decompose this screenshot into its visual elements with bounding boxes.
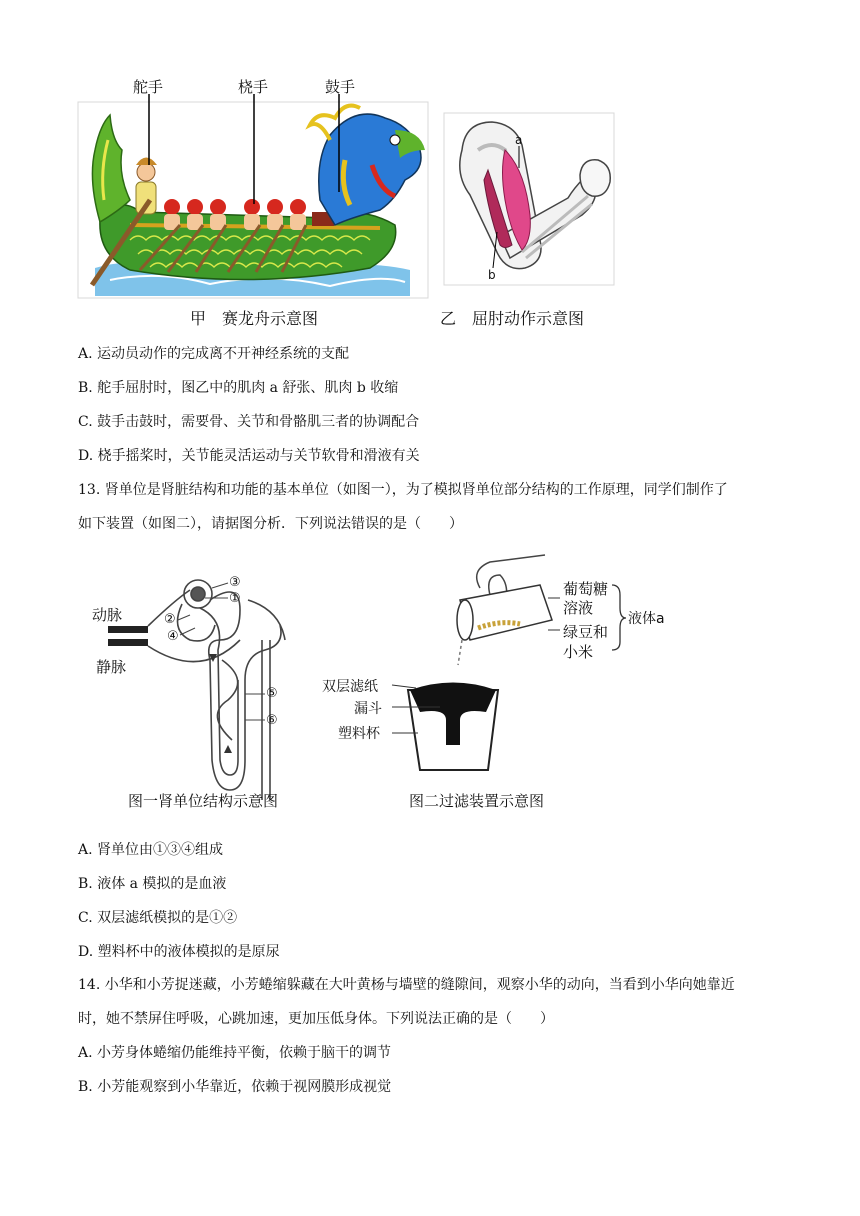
- q12-option-b: B. 舵手屈肘时，图乙中的肌肉 a 舒张、肌肉 b 收缩: [78, 380, 399, 396]
- q13-stem-line2: 如下装置（如图二），请据图分析．下列说法错误的是（ ）: [78, 516, 463, 532]
- funnel-label: 漏斗: [354, 701, 382, 717]
- liquid-a-label: 液体a: [628, 611, 665, 627]
- caption-jia: 甲 赛龙舟示意图: [190, 309, 319, 328]
- artery-label: 动脉: [92, 606, 123, 624]
- glucose-label-2: 溶液: [563, 599, 594, 617]
- nephron-label-2: ②: [164, 612, 176, 627]
- double-filter-paper-label: 双层滤纸: [322, 679, 378, 695]
- q14-option-b: B. 小芳能观察到小华靠近，依赖于视网膜形成视觉: [78, 1079, 392, 1095]
- plastic-cup-label: 塑料杯: [338, 726, 380, 742]
- nephron-label-1: ①: [229, 591, 241, 606]
- vein-label: 静脉: [96, 658, 127, 676]
- fig2-caption: 图二过滤装置示意图: [409, 792, 545, 810]
- q12-option-c: C. 鼓手击鼓时，需要骨、关节和骨骼肌三者的协调配合: [78, 414, 420, 430]
- drummer-label: 鼓手: [325, 78, 356, 96]
- nephron-label-4: ④: [167, 629, 179, 644]
- muscle-a-label: a: [515, 133, 523, 147]
- q13-option-a: A. 肾单位由①③④组成: [78, 842, 224, 858]
- muscle-b-label: b: [488, 268, 496, 282]
- q12-option-d: D. 桡手摇桨时，关节能灵活运动与关节软骨和滑液有关: [78, 448, 420, 464]
- bean-label-2: 小米: [563, 643, 594, 661]
- nephron-label-6: ⑥: [266, 713, 278, 728]
- q14-stem-line2: 时，她不禁屏住呼吸，心跳加速，更加压低身体。下列说法正确的是（ ）: [78, 1011, 554, 1027]
- rower-label: 桡手: [238, 78, 269, 96]
- q13-option-c: C. 双层滤纸模拟的是①②: [78, 910, 238, 926]
- q14-stem-line1: 14. 小华和小芳捉迷藏，小芳蜷缩躲藏在大叶黄杨与墙壁的缝隙间，观察小华的动向，当看到小华向她靠近: [78, 977, 735, 993]
- helmsman-label: 舵手: [133, 78, 164, 96]
- q14-option-a: A. 小芳身体蜷缩仍能维持平衡，依赖于脑干的调节: [78, 1045, 392, 1061]
- nephron-label-3: ③: [229, 575, 241, 590]
- glucose-label-1: 葡萄糖: [563, 580, 609, 598]
- nephron-label-5: ⑤: [266, 686, 278, 701]
- fig1-caption: 图一肾单位结构示意图: [128, 792, 279, 810]
- q12-option-a: A. 运动员动作的完成离不开神经系统的支配: [78, 346, 350, 362]
- q13-stem-line1: 13. 肾单位是肾脏结构和功能的基本单位（如图一），为了模拟肾单位部分结构的工作原理，同学们制作了: [78, 482, 728, 498]
- caption-yi: 乙 屈肘动作示意图: [440, 309, 585, 328]
- q13-option-d: D. 塑料杯中的液体模拟的是原尿: [78, 944, 280, 960]
- q13-option-b: B. 液体 a 模拟的是血液: [78, 876, 227, 892]
- bean-label-1: 绿豆和: [563, 623, 609, 641]
